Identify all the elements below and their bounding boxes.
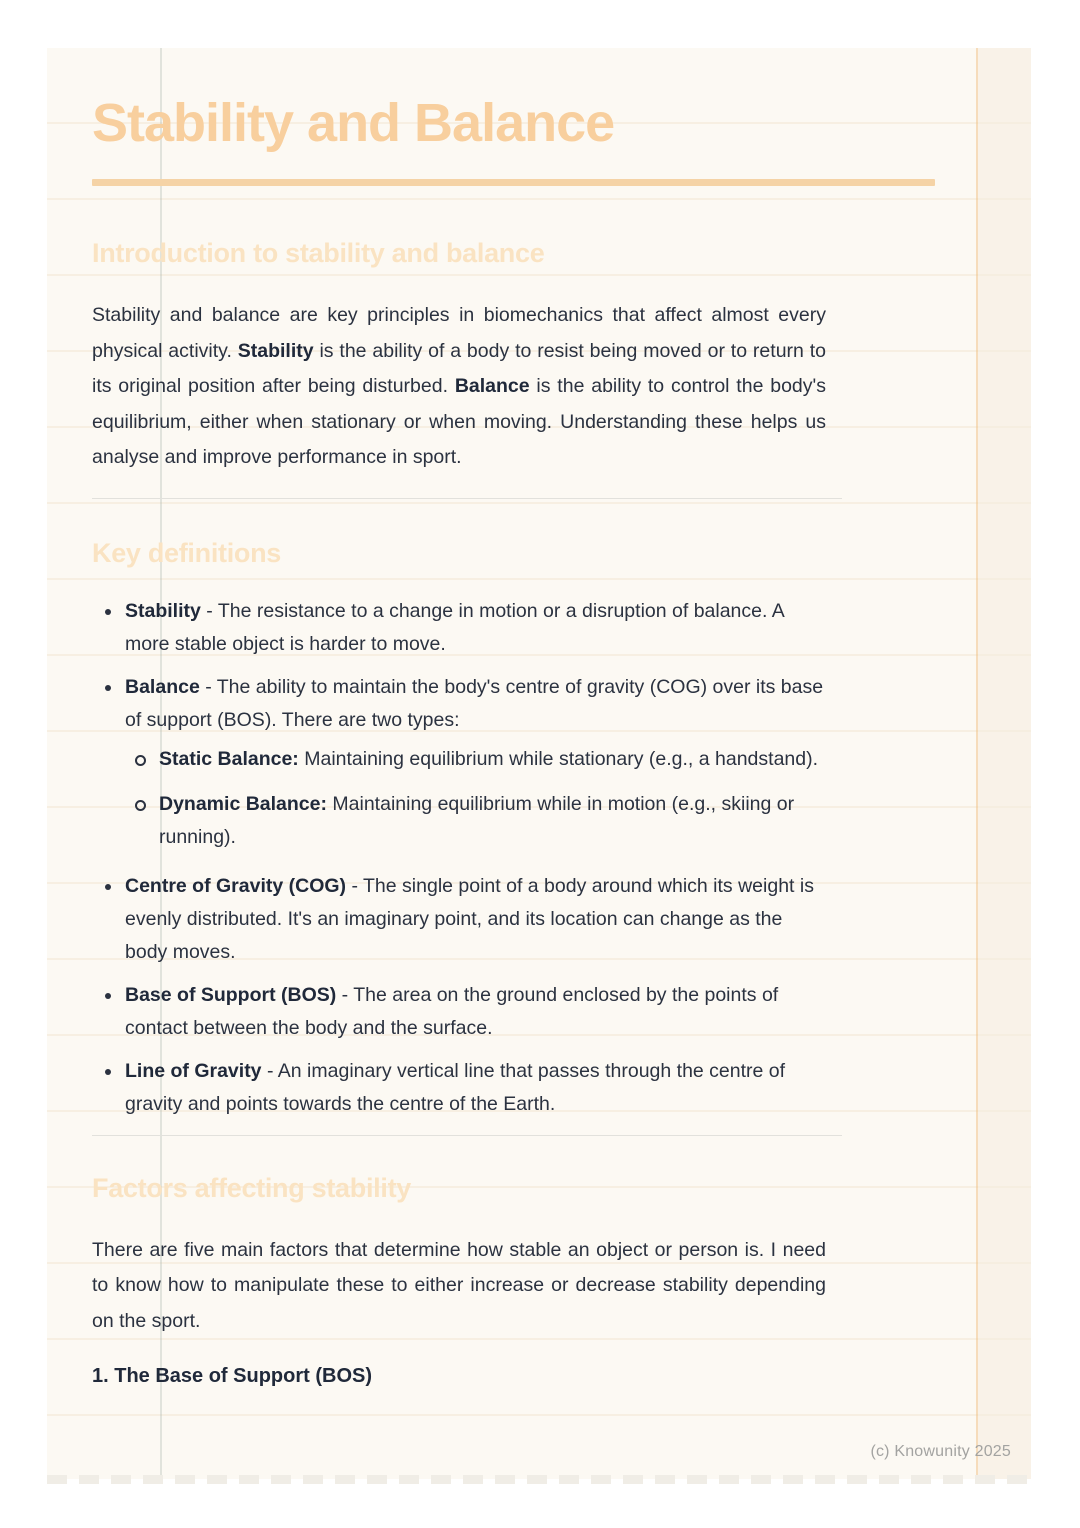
section-heading-introduction: Introduction to stability and balance [92, 238, 545, 268]
factors-paragraph: There are five main factors that determine how stable an object or person is. I need to know how to manipulate these to either increase or decrease stability depending on the sport. [92, 1238, 826, 1332]
title-underline-bar [92, 179, 935, 186]
copyright-watermark: (c) Knowunity 2025 [870, 1443, 1011, 1460]
definition-item: Centre of Gravity (COG) - The single point of a body around which its weight is evenly distributed. It's an imaginary point, and its location can change as the body moves. [92, 870, 826, 969]
definition-subitem: Dynamic Balance: Maintaining equilibrium while in motion (e.g., skiing or running). [125, 788, 826, 854]
subheading-base-of-support: 1. The Base of Support (BOS) [92, 1365, 373, 1387]
definition-subitem: Static Balance: Maintaining equilibrium while stationary (e.g., a handstand). [125, 743, 826, 776]
section-heading-key-definitions: Key definitions [92, 537, 282, 568]
section-divider [92, 498, 842, 499]
document-content [47, 48, 1031, 1479]
definition-sublist [125, 743, 826, 854]
definition-item: Balance - The ability to maintain the body's centre of gravity (COG) over its base of support (BOS). There are two types: Static Balance: Maintaining equilibrium while stationary (e.g., a handstand). Dynamic Balance: Maintaining equilibrium while in motion (e.g., skiing or running). [92, 671, 826, 854]
definition-item: Line of Gravity - An imaginary vertical line that passes through the centre of gravity and points towards the centre of the Earth. [92, 1055, 826, 1121]
notebook-page [47, 48, 1031, 1479]
definition-item: Base of Support (BOS) - The area on the ground enclosed by the points of contact between the body and the surface. [92, 979, 826, 1045]
definition-item: Stability - The resistance to a change in motion or a disruption of balance. A more stable object is harder to move. [92, 595, 826, 661]
page-title: Stability and Balance [92, 93, 615, 153]
intro-paragraph: Stability and balance are key principles in biomechanics that affect almost every physical activity. Stability is the ability of a body to resist being moved or to return to its original position after being disturbed. Balance is the ability to control the body's equilibrium, either when stationary or when moving. Understanding these helps us analyse and improve performance in sport. [92, 304, 826, 468]
definitions-list [92, 595, 826, 1121]
section-heading-factors: Factors affecting stability [92, 1172, 411, 1203]
section-divider [92, 1135, 842, 1136]
